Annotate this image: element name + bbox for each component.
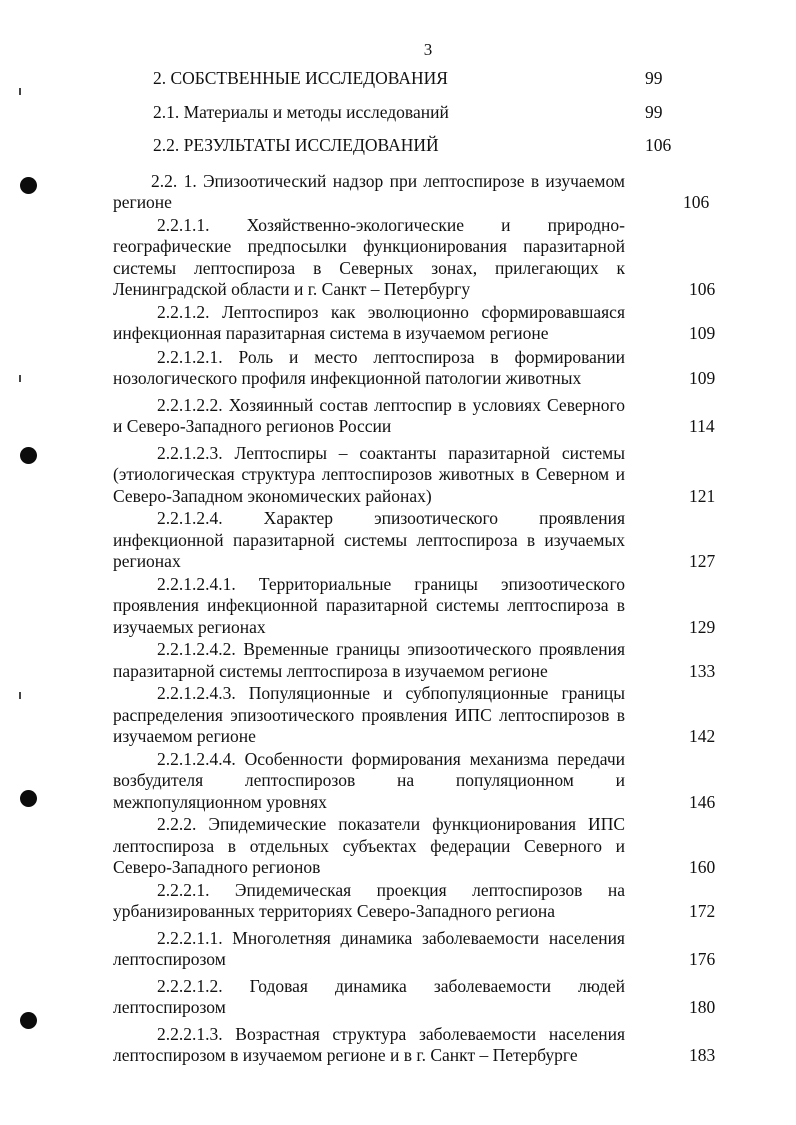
binding-hole <box>20 447 37 464</box>
margin-mark <box>19 375 21 382</box>
toc-entry <box>113 301 716 345</box>
margin-mark <box>19 88 21 95</box>
toc-entry-page: 180 <box>689 997 716 1017</box>
toc-entry-title: 2.2.2.1. Эпидемическая проекция лептоспирозов на урбанизированных территориях Северо-Западного региона <box>113 879 625 921</box>
toc-entry-page: 109 <box>689 323 716 343</box>
toc-entry-title: 2.2.1.1. Хозяйственно-экологические и природно-географические предпосылки функционирования паразитарной системы лептоспироза в Северных зонах, прилегающих к Ленинградской области и г. Санкт – Петербургу <box>113 214 625 299</box>
toc-entry-title: 2.2.2.1.3. Возрастная структура заболеваемости населения лептоспирозом в изучаемом регионе и в г. Санкт – Петербурге <box>113 1023 625 1065</box>
toc-entry <box>113 442 716 508</box>
toc-entry-title: 2.2.1.2.1. Роль и место лептоспироза в формировании нозологического профиля инфекционной патологии животных <box>113 346 625 388</box>
toc-entry-title: 2.2. РЕЗУЛЬТАТЫ ИССЛЕДОВАНИЙ <box>153 135 439 155</box>
table-of-contents <box>113 68 716 1067</box>
toc-entry-page: 121 <box>689 485 716 506</box>
toc-entry-title: 2.2.1.2.4.1. Территориальные границы эпизоотического проявления инфекционной паразитарной системы лептоспироза в изучаемых регионах <box>113 573 625 637</box>
toc-entry-title: 2.2.1.2. Лептоспироз как эволюционно сформировавшаяся инфекционная паразитарная система в изучаемом регионе <box>113 301 625 343</box>
toc-entry-page: 114 <box>689 416 715 436</box>
toc-entry <box>113 214 716 301</box>
toc-entry-page: 142 <box>689 726 716 746</box>
toc-entry-page: 99 <box>645 101 663 122</box>
toc-entry <box>113 170 710 214</box>
toc-entry-page: 160 <box>689 857 716 877</box>
toc-entry <box>113 639 716 682</box>
toc-entry-title: 2.2.1.2.3. Лептоспиры – соактанты паразитарной системы (этиологическая структура лептоспирозов животных в Северном и Северо-Западном экономических районах) <box>113 442 625 506</box>
toc-entry-page: 106 <box>689 279 716 299</box>
toc-entry <box>113 814 716 879</box>
toc-entry-page: 172 <box>689 901 716 921</box>
toc-entry-title: 2.2.2.1.2. Годовая динамика заболеваемости людей лептоспирозом <box>113 975 625 1017</box>
toc-entry-title: 2.2. 1. Эпизоотический надзор при лептоспирозе в изучаемом регионе <box>113 170 625 212</box>
toc-entry-page: 106 <box>683 192 710 212</box>
toc-entry <box>113 394 715 438</box>
toc-entry-title: 2.2.1.2.2. Хозяинный состав лептоспир в условиях Северного и Северо-Западного регионов России <box>113 394 625 436</box>
toc-entry-page: 129 <box>689 616 716 637</box>
toc-entry <box>113 927 716 971</box>
toc-entry <box>113 573 716 639</box>
page-number: 3 <box>423 40 433 59</box>
toc-entry <box>113 508 716 573</box>
toc-entry-title: 2.2.2.1.1. Многолетняя динамика заболеваемости населения лептоспирозом <box>113 927 625 969</box>
toc-entry-title: 2.2.1.2.4.3. Популяционные и субпопуляционные границы распределения эпизоотического проявления ИПС лептоспирозов в изучаемом регионе <box>113 683 625 746</box>
toc-entry-title: 2.2.1.2.4.4. Особенности формирования механизма передачи возбудителя лептоспирозов на популяционном и межпопуляционном уровнях <box>113 748 625 812</box>
toc-entry-title: 2.2.2. Эпидемические показатели функционирования ИПС лептоспироза в отдельных субъектах федерации Северного и Северо-Западного регионов <box>113 814 625 877</box>
toc-entry <box>113 975 716 1019</box>
toc-entry <box>113 102 705 124</box>
toc-entry-page: 109 <box>689 368 716 388</box>
toc-entry-page: 176 <box>689 949 716 969</box>
toc-entry <box>113 68 705 90</box>
binding-hole <box>20 790 37 807</box>
toc-entry <box>113 135 705 157</box>
margin-mark <box>19 692 21 699</box>
toc-entry-page: 133 <box>689 660 716 681</box>
toc-entry <box>113 346 716 390</box>
toc-entry-page: 106 <box>645 135 672 155</box>
toc-entry-page: 183 <box>689 1045 716 1065</box>
binding-hole <box>20 177 37 194</box>
toc-entry-title: 2.2.1.2.4.2. Временные границы эпизоотического проявления паразитарной системы лептоспироза в изучаемом регионе <box>113 639 625 681</box>
toc-entry-title: 2.1. Материалы и методы исследований <box>153 101 449 122</box>
toc-entry-title: 2. СОБСТВЕННЫЕ ИССЛЕДОВАНИЯ <box>153 68 448 88</box>
toc-entry-page: 146 <box>689 791 716 812</box>
toc-entry-title: 2.2.1.2.4. Характер эпизоотического проявления инфекционной паразитарной системы лептоспироза в изучаемых регионах <box>113 508 625 571</box>
toc-entry <box>113 879 716 923</box>
toc-entry-page: 127 <box>689 551 716 571</box>
binding-hole <box>20 1012 37 1029</box>
toc-entry-page: 99 <box>645 68 663 88</box>
toc-entry <box>113 1023 716 1067</box>
toc-entry <box>113 748 716 814</box>
toc-entry <box>113 683 716 748</box>
